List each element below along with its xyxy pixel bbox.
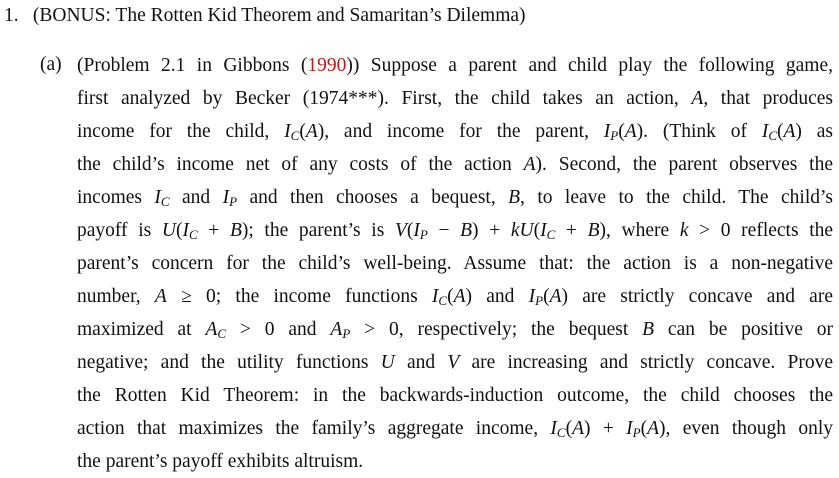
text-segment: ) + bbox=[472, 220, 511, 241]
math-variable: I bbox=[222, 187, 230, 208]
math-variable: A bbox=[330, 319, 343, 340]
text-segment: + bbox=[197, 220, 230, 241]
text-segment: incomes bbox=[77, 187, 155, 208]
math-variable: I bbox=[550, 418, 557, 439]
text-segment: ) + bbox=[584, 418, 627, 439]
paragraph-line bbox=[77, 181, 833, 214]
math-variable: B bbox=[460, 220, 473, 241]
text-segment: ), and income for the parent, bbox=[317, 121, 604, 142]
text-segment: )) Suppose a parent and child play the following game, bbox=[346, 55, 833, 76]
text-segment: ( bbox=[565, 418, 573, 439]
text-segment: income for the child, bbox=[77, 121, 285, 142]
math-subscript: P bbox=[229, 194, 238, 209]
text-segment: ≥ 0; the income functions bbox=[166, 286, 432, 307]
math-variable: A bbox=[154, 286, 167, 307]
text-segment: ). Second, the parent observes the bbox=[535, 154, 834, 175]
math-subscript: C bbox=[290, 128, 300, 143]
text-segment: ) and bbox=[465, 286, 529, 307]
text-segment: parent’s concern for the child’s well-being. Assume that: the action is a non-negative bbox=[77, 253, 833, 274]
math-variable: A bbox=[691, 88, 704, 109]
math-subscript: P bbox=[419, 227, 428, 242]
math-variable: I bbox=[603, 121, 611, 142]
text-segment: + bbox=[555, 220, 588, 241]
text-segment: the Rotten Kid Theorem: in the backwards-induction outcome, the child chooses the bbox=[77, 385, 833, 406]
math-variable: U bbox=[380, 352, 395, 373]
text-segment: ( bbox=[777, 121, 784, 142]
text-segment: and then chooses a bequest, bbox=[237, 187, 509, 208]
paragraph-line bbox=[77, 247, 833, 280]
math-variable: U bbox=[161, 220, 176, 241]
problem-heading bbox=[4, 3, 526, 29]
math-variable: I bbox=[528, 286, 536, 307]
math-variable: kU bbox=[510, 220, 534, 241]
math-variable: A bbox=[783, 121, 796, 142]
math-variable: I bbox=[413, 220, 420, 241]
text-segment: ( bbox=[299, 121, 306, 142]
math-variable: I bbox=[761, 121, 769, 142]
text-segment: , that produces bbox=[703, 88, 833, 109]
math-variable: I bbox=[540, 220, 547, 241]
math-subscript: C bbox=[160, 194, 170, 209]
text-segment: are increasing and strictly concave. Prove bbox=[459, 352, 833, 373]
paragraph-line bbox=[77, 214, 833, 247]
math-subscript: C bbox=[768, 128, 777, 143]
math-variable: I bbox=[182, 220, 189, 241]
paragraph-line bbox=[77, 445, 833, 478]
citation-link[interactable]: 1990 bbox=[307, 55, 347, 76]
subproblem-label: (a) bbox=[40, 54, 62, 75]
paragraph-line bbox=[77, 379, 833, 412]
text-segment: maximized at bbox=[77, 319, 206, 340]
math-variable: A bbox=[624, 121, 637, 142]
paragraph-line bbox=[77, 115, 833, 148]
paragraph-line bbox=[77, 313, 833, 346]
text-segment: action that maximizes the family’s aggregate income, bbox=[77, 418, 551, 439]
math-subscript: P bbox=[610, 128, 619, 143]
text-segment: negative; and the utility functions bbox=[77, 352, 381, 373]
text-segment: > 0 reflects the bbox=[688, 220, 834, 241]
text-segment: and bbox=[169, 187, 223, 208]
text-segment: ( bbox=[640, 418, 648, 439]
math-variable: B bbox=[642, 319, 655, 340]
text-segment: ) are strictly concave and are bbox=[561, 286, 833, 307]
math-variable: I bbox=[154, 187, 161, 208]
math-variable: A bbox=[647, 418, 660, 439]
math-variable: V bbox=[447, 352, 460, 373]
paragraph-line bbox=[77, 82, 833, 115]
math-variable: A bbox=[523, 154, 536, 175]
paragraph-line bbox=[77, 49, 833, 82]
math-variable: A bbox=[572, 418, 584, 439]
math-subscript: C bbox=[438, 293, 448, 308]
subproblem-paragraph bbox=[77, 49, 833, 478]
math-variable: B bbox=[508, 187, 521, 208]
text-segment: > 0, respectively; the bequest bbox=[350, 319, 643, 340]
text-segment: payoff is bbox=[77, 220, 162, 241]
problem-number: 1. bbox=[4, 5, 19, 26]
math-subscript: C bbox=[217, 326, 227, 341]
text-segment: and bbox=[394, 352, 448, 373]
math-subscript: P bbox=[535, 293, 544, 308]
math-variable: k bbox=[679, 220, 689, 241]
problem-title: (BONUS: The Rotten Kid Theorem and Samaritan’s Dilemma) bbox=[32, 5, 526, 26]
math-subscript: P bbox=[632, 425, 641, 440]
text-segment: ( bbox=[543, 286, 550, 307]
text-segment: number, bbox=[77, 286, 155, 307]
text-segment: first analyzed by Becker (1974***). First, the child takes an action, bbox=[77, 88, 692, 109]
math-variable: B bbox=[229, 220, 242, 241]
math-variable: I bbox=[284, 121, 291, 142]
text-segment: ( bbox=[618, 121, 625, 142]
paragraph-line bbox=[77, 280, 833, 313]
math-subscript: C bbox=[556, 425, 566, 440]
paragraph-line bbox=[77, 412, 833, 445]
math-subscript: P bbox=[342, 326, 351, 341]
text-segment: ), where bbox=[599, 220, 680, 241]
text-segment: > 0 and bbox=[226, 319, 331, 340]
math-variable: A bbox=[453, 286, 466, 307]
text-segment: − bbox=[427, 220, 461, 241]
math-variable: I bbox=[431, 286, 439, 307]
text-segment: ); the parent’s is bbox=[241, 220, 395, 241]
text-segment: ) as bbox=[795, 121, 833, 142]
math-variable: A bbox=[549, 286, 562, 307]
text-segment: the parent’s payoff exhibits altruism. bbox=[77, 451, 364, 472]
text-segment: ( bbox=[175, 220, 183, 241]
paragraph-line bbox=[77, 148, 833, 181]
text-segment: ), even though only bbox=[659, 418, 833, 439]
text-segment: ( bbox=[406, 220, 414, 241]
text-segment: the child’s income net of any costs of the action bbox=[77, 154, 524, 175]
paragraph-line bbox=[77, 346, 833, 379]
math-subscript: C bbox=[188, 227, 198, 242]
text-segment: ). (Think of bbox=[636, 121, 762, 142]
text-segment: ( bbox=[533, 220, 541, 241]
math-variable: B bbox=[587, 220, 600, 241]
math-variable: I bbox=[626, 418, 633, 439]
math-variable: A bbox=[205, 319, 218, 340]
text-segment: , to leave to the child. The child’s bbox=[520, 187, 833, 208]
math-subscript: C bbox=[546, 227, 556, 242]
text-segment: can be positive or bbox=[654, 319, 833, 340]
text-segment: (Problem 2.1 in Gibbons ( bbox=[77, 55, 308, 76]
math-variable: V bbox=[394, 220, 407, 241]
math-variable: A bbox=[305, 121, 318, 142]
text-segment: ( bbox=[447, 286, 454, 307]
